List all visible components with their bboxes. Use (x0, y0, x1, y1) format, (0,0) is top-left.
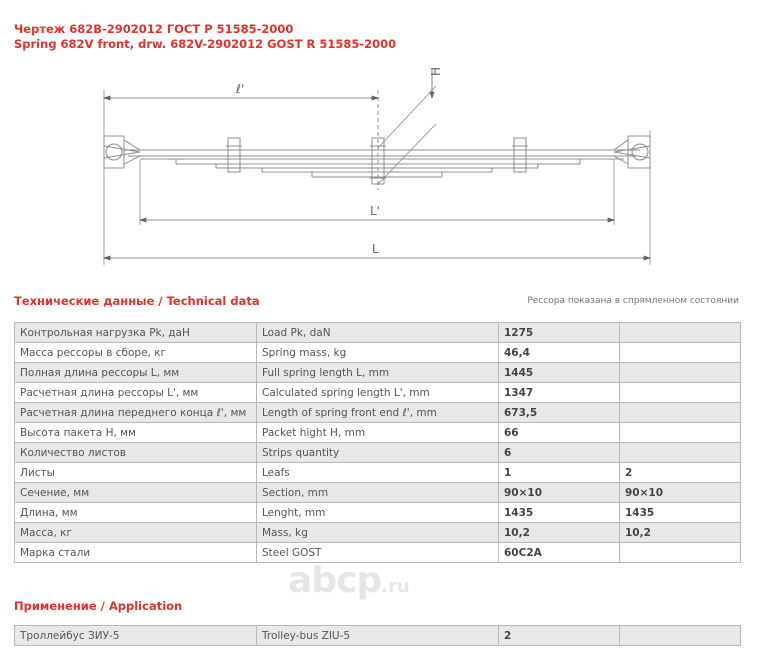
table-row (15, 423, 741, 443)
table-row (15, 626, 741, 646)
param-value: 2 (499, 626, 620, 646)
param-name-en: Full spring length L, mm (257, 363, 499, 383)
param-value (620, 383, 741, 403)
drawing-header (14, 22, 396, 52)
param-name-en: Calculated spring length L', mm (257, 383, 499, 403)
param-value: 1 (499, 463, 620, 483)
param-name-ru: Высота пакета H, мм (15, 423, 257, 443)
table-row (15, 483, 741, 503)
table-row (15, 503, 741, 523)
table-row (15, 403, 741, 423)
spring-drawing (0, 60, 763, 270)
param-name-ru: Масса, кг (15, 523, 257, 543)
param-name-en: Section, mm (257, 483, 499, 503)
left-eye (104, 136, 124, 168)
table-row (15, 443, 741, 463)
param-name-ru: Расчетная длина рессоры L', мм (15, 383, 257, 403)
param-name-en: Packet hight H, mm (257, 423, 499, 443)
param-value: 60С2А (499, 543, 620, 563)
param-value: 1435 (620, 503, 741, 523)
title-ru: Чертеж 682В-2902012 ГОСТ Р 51585-2000 (14, 22, 294, 36)
table-row (15, 463, 741, 483)
param-value (620, 363, 741, 383)
straightened-note: Рессора показана в спрямленном состоянии (527, 296, 739, 306)
table-row (15, 363, 741, 383)
abcp-watermark-logo (288, 560, 410, 601)
param-value: 6 (499, 443, 620, 463)
title-en: Spring 682V front, drw. 682V-2902012 GOST R 51585-2000 (14, 37, 397, 51)
param-value: 1275 (499, 323, 620, 343)
param-value: 1445 (499, 363, 620, 383)
label-h: H (429, 66, 443, 76)
param-name-ru: Контрольная нагрузка Pk, даН (15, 323, 257, 343)
param-name-en: Load Pk, daN (257, 323, 499, 343)
param-value: 46,4 (499, 343, 620, 363)
param-value: 90×10 (499, 483, 620, 503)
param-value: 90×10 (620, 483, 741, 503)
param-value (620, 423, 741, 443)
watermark-suffix: .ru (381, 576, 410, 597)
param-value (620, 323, 741, 343)
param-value (620, 626, 741, 646)
label-l-prime-front: ℓ' (236, 82, 245, 96)
param-value: 66 (499, 423, 620, 443)
param-name-ru: Длина, мм (15, 503, 257, 523)
param-name-ru: Полная длина рессоры L, мм (15, 363, 257, 383)
right-eye (628, 136, 650, 168)
param-name-ru: Сечение, мм (15, 483, 257, 503)
param-name-en: Mass, kg (257, 523, 499, 543)
param-name-en: Strips quantity (257, 443, 499, 463)
table-row (15, 323, 741, 343)
technical-table (14, 322, 741, 563)
param-value: 673,5 (499, 403, 620, 423)
application-title: Применение / Application (14, 599, 183, 613)
param-value: 1347 (499, 383, 620, 403)
param-name-ru: Листы (15, 463, 257, 483)
param-name-en: Length of spring front end ℓ', mm (257, 403, 499, 423)
label-l-prime: L' (370, 204, 380, 218)
table-row (15, 343, 741, 363)
param-name-en: Leafs (257, 463, 499, 483)
technical-title: Технические данные / Technical data (14, 294, 260, 308)
param-value (620, 343, 741, 363)
param-value (620, 403, 741, 423)
param-name-ru: Расчетная длина переднего конца ℓ', мм (15, 403, 257, 423)
param-name-ru: Марка стали (15, 543, 257, 563)
application-table (14, 625, 741, 646)
clamp-left (228, 138, 240, 172)
param-name-en: Steel GOST (257, 543, 499, 563)
param-value: 10,2 (499, 523, 620, 543)
param-name-en: Trolley-bus ZIU-5 (257, 626, 499, 646)
clamp-right (514, 138, 526, 172)
param-value: 2 (620, 463, 741, 483)
param-value: 10,2 (620, 523, 741, 543)
param-name-ru: Масса рессоры в сборе, кг (15, 343, 257, 363)
table-row (15, 523, 741, 543)
label-l: L (372, 242, 379, 256)
watermark-brand: abcp (288, 560, 382, 601)
param-name-ru: Количество листов (15, 443, 257, 463)
param-name-en: Lenght, mm (257, 503, 499, 523)
table-row (15, 383, 741, 403)
param-value: 1435 (499, 503, 620, 523)
param-name-en: Spring mass, kg (257, 343, 499, 363)
param-value (620, 543, 741, 563)
param-name-ru: Троллейбус ЗИУ-5 (15, 626, 257, 646)
param-value (620, 443, 741, 463)
